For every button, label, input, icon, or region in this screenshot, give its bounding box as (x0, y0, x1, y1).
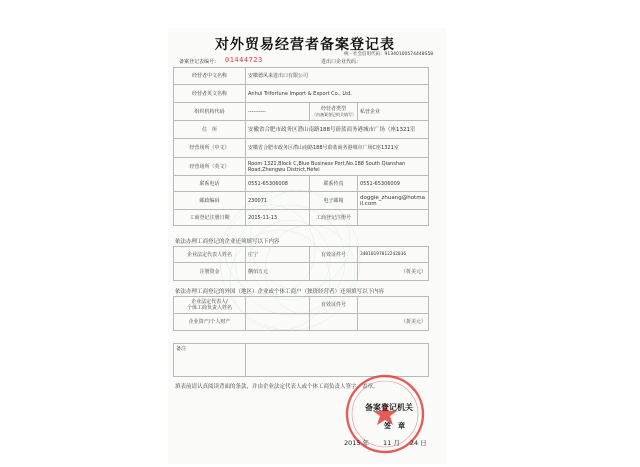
sign-date: 2015 年 11 月 24 日 (344, 439, 427, 447)
reg-no-value (358, 210, 429, 226)
foreign-table (173, 296, 429, 331)
import-export-code-label: 进出口企业代码： (321, 59, 362, 65)
assets-unit: （折美元） (358, 314, 429, 331)
registration-no: 01444723 (225, 56, 263, 64)
fax-value: 0551-65306009 (358, 176, 429, 192)
zip-value: 230071 (246, 192, 310, 210)
row-phone-fax (174, 176, 429, 192)
capital-value: 捌佰万元 (246, 263, 310, 281)
reg-no-label: 工商登记注册号 (310, 210, 358, 226)
address-value: 安徽省合肥市政务区潜山南路188号蔚蓝商务港城市广场（座1321室 (246, 121, 429, 139)
row-cn-name (174, 68, 429, 85)
biz-cn-value: 安徽省合肥市政务区潜山南路188号蔚蓝商务港城市广场C座1321室 (246, 139, 429, 158)
fax-label: 联系传真 (310, 176, 358, 192)
row-zip-email (174, 192, 429, 210)
foreign-section-heading: 依法办理工商登记的外国（地区）企业或个体工商户（独资经营者）还须填写以下内容 (175, 289, 385, 295)
biz-en-value: Room 1321,Block C,Blue Business Port,No.188 South Qianshan Road,Zhengwu District,Hefei (246, 158, 429, 176)
rep-value (246, 297, 310, 314)
row-reg (174, 210, 429, 226)
en-name-label: 经营者英文名称 (174, 85, 246, 103)
row-en-name (174, 85, 429, 103)
foreign-id-label: 有效证件号 (310, 297, 358, 314)
reg-date-label: 工商登记注册日期 (174, 210, 246, 226)
legal-rep-value: 庄宁 (246, 247, 310, 263)
biz-cn-label: 经营场所（中文） (174, 139, 246, 158)
form-title: 对外贸易经营者备案登记表 (215, 37, 395, 53)
reg-date-value: 2015-11-13 (246, 210, 310, 226)
foreign-id-value (358, 297, 429, 314)
row-address (174, 121, 429, 139)
email-label: 电子邮箱 (310, 192, 358, 210)
row-biz-cn (174, 139, 429, 158)
assets-label: 企业资产/个人财产 (174, 314, 246, 331)
seal-title: 备案登记机关 (365, 403, 413, 412)
en-name-value: Anhui Trifortune Import & Export Co., Ltd. (246, 85, 429, 103)
email-value: doggie_zhuang@hotmail.com (358, 192, 429, 210)
capital-unit: （折美元） (358, 263, 429, 281)
org-code-label: 组织机构代码 (174, 103, 246, 121)
company-table (173, 246, 429, 281)
phone-label: 联系电话 (174, 176, 246, 192)
type-label: 经营者类型 （由备案登记机关填写） (310, 103, 358, 121)
biz-en-label: 经营场所（英文） (174, 158, 246, 176)
unified-code: 统一社会信用代码：91340100574448S58 (344, 52, 434, 57)
id-value: 34010197812242036 (358, 247, 429, 263)
seal-sign: 签 章 (384, 422, 405, 430)
cn-name-label: 经营者中文名称 (174, 68, 246, 85)
type-value: 私营企业 (358, 103, 429, 121)
id-label: 有效证件号 (310, 247, 358, 263)
row-org-type (174, 103, 429, 121)
capital-label: 注册资金 (174, 263, 246, 281)
signature-notice: 填表前请认真阅读背面的条款，并由企业法定代表人或个体工商负责人签字、盖章。 (175, 384, 379, 390)
rep-label: 企业法定代表人/ 个体工商负责人姓名 (174, 297, 246, 314)
main-form-table (173, 67, 429, 226)
remarks-label: 备注 (174, 344, 246, 377)
address-label: 住 所 (174, 121, 246, 139)
org-code-value: ---------- (246, 103, 310, 121)
phone-value: 0551-65306008 (246, 176, 310, 192)
company-section-heading: 依法办理工商登记的企业还须填写以下内容 (175, 239, 280, 245)
zip-label: 邮政编码 (174, 192, 246, 210)
row-biz-en (174, 158, 429, 176)
assets-value (246, 314, 310, 331)
cn-name-value: 安徽德风来进出口有限公司 (246, 68, 429, 85)
registration-no-label: 备案登记表编号： (179, 59, 220, 65)
legal-rep-label: 企业法定代表人姓名 (174, 247, 246, 263)
